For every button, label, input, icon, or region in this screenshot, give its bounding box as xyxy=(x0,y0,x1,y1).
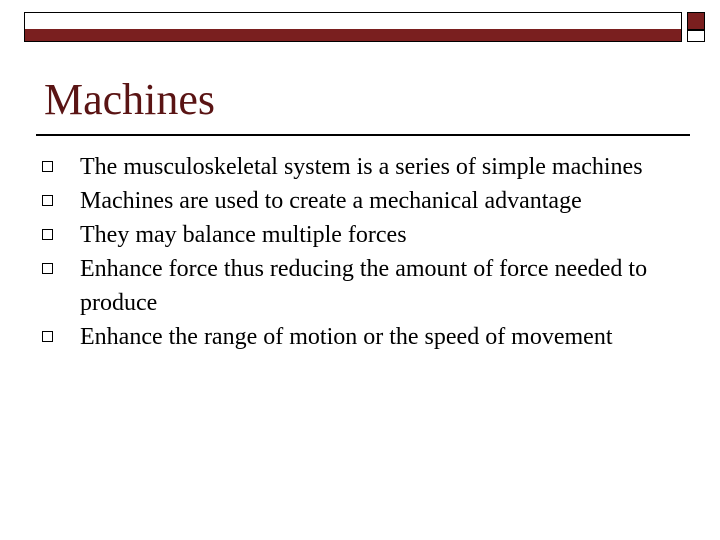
banner-corner-light-box xyxy=(687,30,705,42)
bullet-list xyxy=(40,150,680,354)
bullet-item xyxy=(40,320,680,354)
top-banner xyxy=(24,12,682,42)
hollow-square-bullet-icon xyxy=(42,331,53,342)
bullet-text: Enhance the range of motion or the speed of movement xyxy=(80,324,613,350)
banner-stripe xyxy=(25,29,681,41)
title-divider xyxy=(36,134,690,136)
hollow-square-bullet-icon xyxy=(42,263,53,274)
bullet-item xyxy=(40,252,680,320)
bullet-text: They may balance multiple forces xyxy=(80,222,407,248)
bullet-text: Enhance force thus reducing the amount of force needed to produce xyxy=(80,256,648,316)
hollow-square-bullet-icon xyxy=(42,161,53,172)
bullet-item xyxy=(40,184,680,218)
bullet-item xyxy=(40,150,680,184)
hollow-square-bullet-icon xyxy=(42,229,53,240)
banner-corner-dark-box xyxy=(687,12,705,30)
bullet-text: Machines are used to create a mechanical advantage xyxy=(80,188,582,214)
bullet-item xyxy=(40,218,680,252)
hollow-square-bullet-icon xyxy=(42,195,53,206)
slide-title: Machines xyxy=(44,75,216,124)
bullet-text: The musculoskeletal system is a series of simple machines xyxy=(80,154,643,180)
